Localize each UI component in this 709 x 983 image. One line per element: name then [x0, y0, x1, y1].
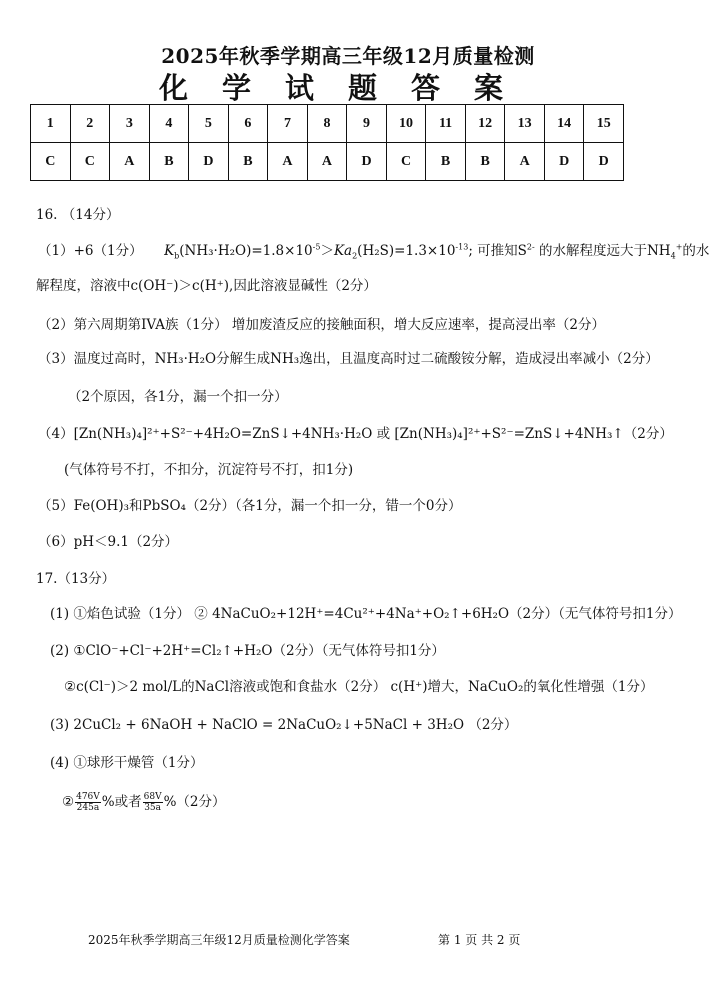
fraction-2-numerator: 68V [143, 792, 162, 802]
fraction-2 [143, 792, 163, 813]
q16-part2: （2）第六周期第IVA族（1分） 增加废渣反应的接触面积，增大反应速率，提高浸出率（2分） [38, 317, 605, 333]
answer-cell: A [268, 143, 308, 181]
q16-part5: （5）Fe(OH)₃和PbSO₄（2分）（各1分，漏一个扣一分，错一个0分） [38, 498, 462, 514]
page-subtitle: 化学试题答案 [158, 71, 537, 105]
answer-cell: A [307, 143, 347, 181]
q17-part2-b: ②c(Cl⁻)＞2 mol/L的NaCl溶液或饱和食盐水（2分） c(H⁺)增大，NaCuO₂的氧化性增强（1分） [64, 679, 654, 695]
question-number-cell: 12 [465, 105, 505, 143]
answer-table [30, 104, 624, 181]
question-number-cell: 7 [268, 105, 308, 143]
q16-part1-line1: （1）+6（1分） $K_b(NH_3\cdot H_2O)=1.8\times 10^{-5}>Ka_2(H_2S)=1.3\times 10^{-13}$; 可推知$S^{2-}$ 的水解程度远大于$NH_4^+$的水 [38, 242, 709, 261]
q16-part1-b: (NH₃·H₂O)=1.8×10 [179, 243, 313, 259]
q16-part4: （4）[Zn(NH₃)₄]²⁺+S²⁻+4H₂O=ZnS↓+4NH₃·H₂O 或 [Zn(NH₃)₄]²⁺+S²⁻=ZnS↓+4NH₃↑（2分） [38, 426, 673, 442]
q17-part3: (3) 2CuCl₂ + 6NaOH + NaClO = 2NaCuO₂↓+5NaCl + 3H₂O （2分） [50, 717, 518, 733]
q16-part6: （6）pH＜9.1（2分） [38, 534, 179, 550]
question-number-cell: 15 [584, 105, 624, 143]
answer-cell: D [189, 143, 229, 181]
question-number-cell: 1 [31, 105, 71, 143]
fraction-2-denominator: 35a [144, 803, 162, 813]
question-number-cell: 14 [544, 105, 584, 143]
page-title: 2025年秋季学期高三年级12月质量检测 [161, 44, 535, 68]
q17-part2: (2) ①ClO⁻+Cl⁻+2H⁺=Cl₂↑+H₂O（2分）（无气体符号扣1分） [50, 643, 445, 659]
question-number-cell: 13 [505, 105, 545, 143]
answer-letter-row [31, 143, 624, 181]
answer-cell: A [505, 143, 545, 181]
footer-title: 2025年秋季学期高三年级12月质量检测化学答案 [88, 933, 350, 947]
question-number-cell: 2 [70, 105, 110, 143]
answer-cell: C [31, 143, 71, 181]
question-number-cell: 4 [149, 105, 189, 143]
answer-cell: B [228, 143, 268, 181]
answer-cell: C [70, 143, 110, 181]
q16-part1-e: ; 可推知S [468, 243, 527, 259]
q16-part1-c: ＞ [320, 243, 334, 259]
q16-part1-f: 的水解程度远大于NH [534, 243, 671, 259]
answer-cell: C [386, 143, 426, 181]
answer-cell: A [110, 143, 150, 181]
q17-part4-b-suffix: %（2分） [163, 794, 226, 810]
question-number-cell: 8 [307, 105, 347, 143]
answer-cell: D [584, 143, 624, 181]
answer-number-row [31, 105, 624, 143]
q16-part1-line2: 解程度，溶液中c(OH⁻)＞c(H⁺),因此溶液显碱性（2分） [36, 278, 377, 294]
q16-part3: （3）温度过高时，NH₃·H₂O分解生成NH₃逸出，且温度高时过二硫酸铵分解，造成浸出率减小（2分） [38, 351, 659, 367]
footer-page-number: 第 1 页 共 2 页 [438, 933, 521, 947]
q17-part4-b-mid: %或者 [101, 794, 142, 810]
answer-cell: B [149, 143, 189, 181]
answer-cell: D [347, 143, 387, 181]
q17-part4-b [62, 792, 226, 813]
q16-part1-g: 的水 [682, 243, 709, 259]
question-number-cell: 10 [386, 105, 426, 143]
question-number-cell: 5 [189, 105, 229, 143]
question-number-cell: 9 [347, 105, 387, 143]
q16-part1-d: (H₂S)=1.3×10 [357, 243, 456, 259]
q17-part4-b-prefix: ② [62, 794, 75, 810]
fraction-1-denominator: 245a [76, 803, 100, 813]
answer-cell: B [426, 143, 466, 181]
q16-part1-a: （1）+6（1分） [38, 243, 143, 259]
question-number-cell: 6 [228, 105, 268, 143]
fraction-1 [75, 792, 101, 813]
question-number-cell: 3 [110, 105, 150, 143]
q17-part1: (1) ①焰色试验（1分） ② 4NaCuO₂+12H⁺=4Cu²⁺+4Na⁺+O₂↑+6H₂O（2分）（无气体符号扣1分） [50, 606, 682, 622]
q16-heading: 16. （14分） [36, 207, 120, 223]
fraction-1-numerator: 476V [76, 792, 100, 802]
answer-cell: D [544, 143, 584, 181]
q17-part4: (4) ①球形干燥管（1分） [50, 755, 204, 771]
question-number-cell: 11 [426, 105, 466, 143]
q17-heading: 17.（13分） [36, 571, 116, 587]
q16-part4-note: (气体符号不打，不扣分，沉淀符号不打，扣1分) [64, 462, 354, 478]
answer-cell: B [465, 143, 505, 181]
q16-part3-note: （2个原因，各1分，漏一个扣一分） [68, 389, 288, 405]
